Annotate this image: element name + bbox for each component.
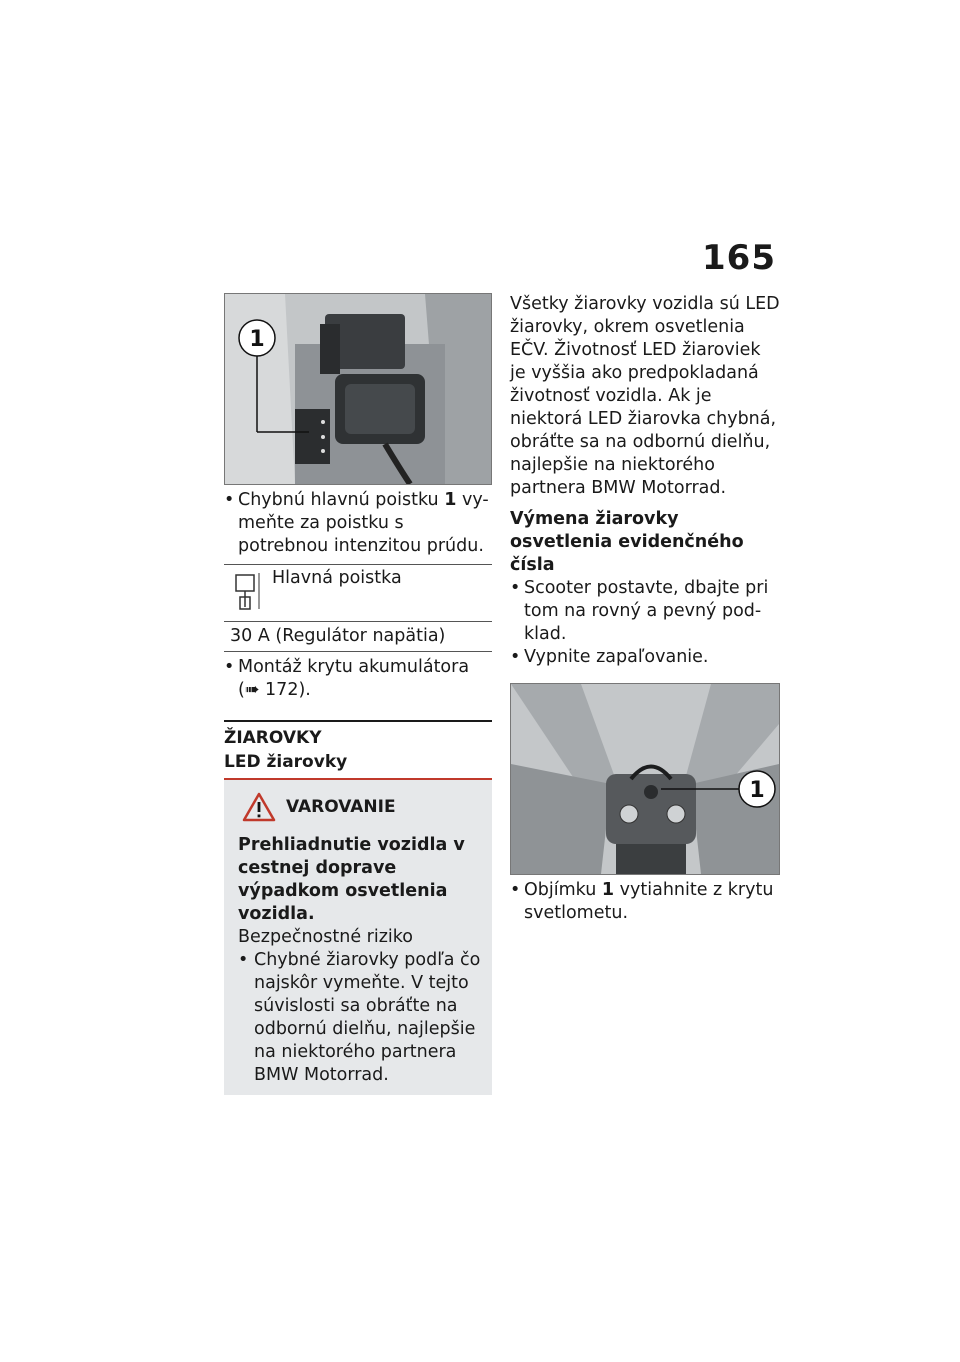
instruction-text: Chybnú hlavnú poistku	[238, 490, 445, 510]
scooter-stand-instruction: • Scooter postavte, dbajte pri tom na rovný a pevný pod-klad.	[510, 577, 780, 646]
right-column	[510, 293, 780, 925]
warning-instruction: • Chybné žiarovky podľa čo najskôr vymeňte. V tejto súvislosti sa obráťte na odbornú dielňu, najlepšie na niektorého partnera BMW Motorrad.	[238, 949, 482, 1087]
plate-light-heading: Výmena žiarovky osvetlenia evidenčného čísla	[510, 509, 744, 575]
battery-cover-instruction: • Montáž krytu akumulátora (➠ 172).	[224, 656, 492, 702]
fuse-photo	[224, 293, 492, 485]
fuse-photo-callout: 1	[249, 327, 265, 352]
fuse-spec-title: Hlavná poistka	[272, 568, 402, 588]
instruction-text: Objímku	[524, 880, 602, 900]
fuse-photo-illustration	[225, 294, 491, 484]
ignition-off-instruction: • Vypnite zapaľovanie.	[510, 646, 780, 669]
socket-remove-instruction	[510, 879, 780, 925]
warning-label: VAROVANIE	[286, 796, 396, 817]
fuse-spec-header	[224, 565, 492, 622]
fuse-spec-table	[224, 564, 492, 652]
warning-headline: Prehliadnutie vozidla v cestnej doprave výpadkom osvetlenia vozidla.	[238, 835, 465, 924]
warning-box	[224, 780, 492, 1095]
plate-photo-callout: 1	[749, 778, 765, 803]
plate-light-illustration	[511, 684, 779, 874]
callout-ref: 1	[601, 880, 615, 900]
plate-light-photo	[510, 683, 780, 875]
warning-triangle-icon	[242, 792, 276, 822]
section-title: ŽIAROVKY	[224, 720, 492, 748]
page-number: 165	[702, 238, 776, 278]
warning-risk: Bezpečnostné riziko	[238, 927, 413, 947]
left-column	[224, 293, 492, 1095]
instruction-text-cont: vytiahnite z krytu svetlometu.	[524, 880, 774, 923]
subsection-title: LED žiarovky	[224, 752, 492, 780]
warning-header	[242, 792, 482, 822]
callout-ref: 1	[444, 490, 457, 510]
fuse-icon	[224, 565, 272, 621]
fuse-spec-value: 30 A (Regulátor napätia)	[230, 626, 446, 646]
led-intro-text: Všetky žiarovky vozidla sú LED žiarovky, okrem osvetlenia EČV. Životnosť LED žiaroviek je vyššia ako predpokladaná životnosť vozidla. Ak je niektorá LED žiarovka chybná, obráťte sa na odbornú dielňu, najlepšie na niektorého partnera BMW Motorrad.	[510, 294, 780, 498]
instruction-text-cont: vy-meňte za poistku s potrebnou intenzitou prúdu.	[238, 490, 489, 556]
replace-fuse-instruction	[224, 489, 492, 558]
